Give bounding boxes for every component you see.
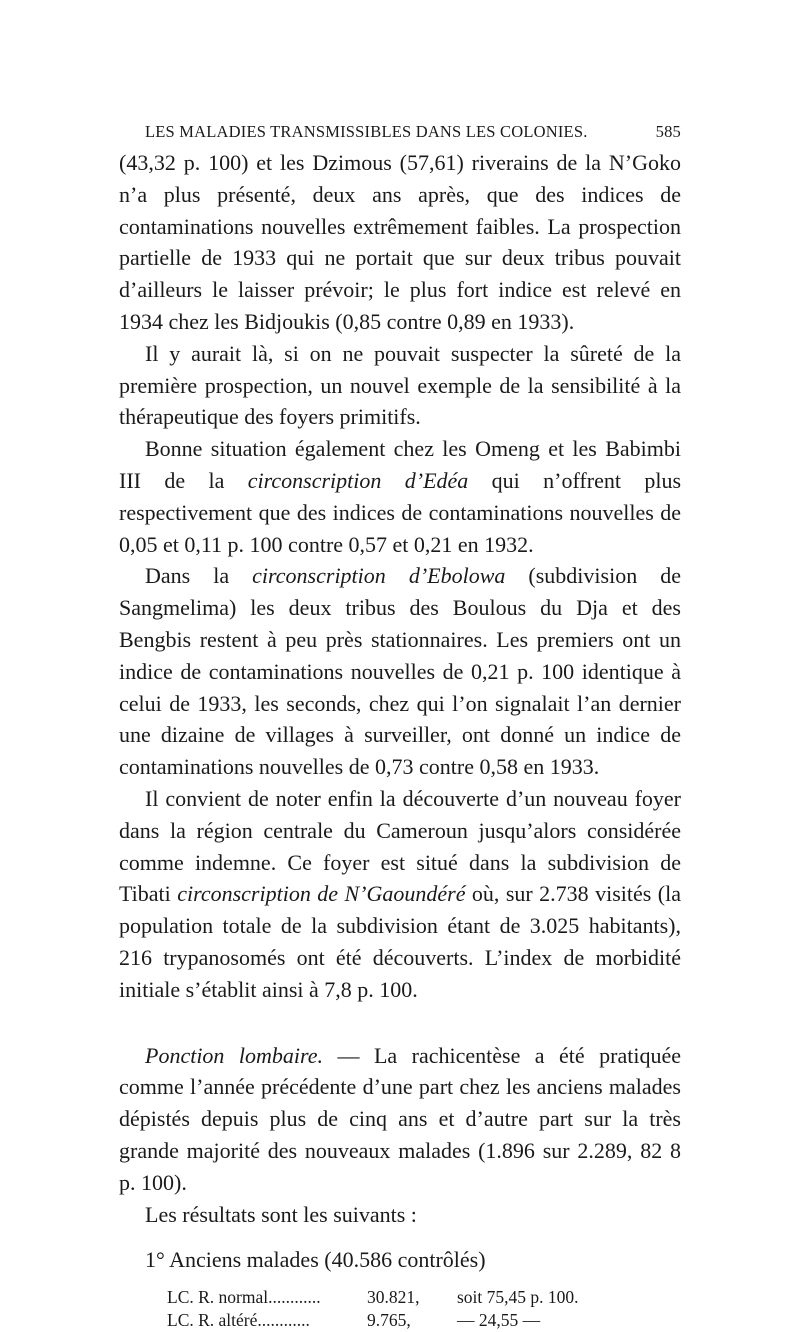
- paragraph-6: [119, 1040, 681, 1199]
- results-row-label: LC. R. altéré............: [167, 1310, 310, 1331]
- paragraph-3: [119, 433, 681, 560]
- paragraph-6-text: — La rachicentèse a été pratiquée comme l’année précédente d’une part chez les anciens malades dépistés depuis plus de cinq ans et d’autre part sur la très grande majorité des nouveaux malades (1.896 sur 2.289, 82 8 p. 100).: [119, 1042, 681, 1195]
- paragraph-3-text-a: Bonne situation également chez les Omeng et les Babimbi III de la: [119, 436, 681, 493]
- section-title-ponction: Ponction lombaire.: [145, 1042, 324, 1068]
- results-row-label: LC. R. normal............: [167, 1287, 321, 1308]
- results-row-percent: soit 75,45 p. 100.: [457, 1287, 579, 1308]
- results-heading: 1° Anciens malades (40.586 contrôlés): [145, 1247, 486, 1273]
- paragraph-7: Les résultats sont les suivants :: [145, 1201, 417, 1227]
- results-row-value: 30.821,: [367, 1287, 420, 1308]
- paragraph-1: (43,32 p. 100) et les Dzimous (57,61) riverains de la N’Goko n’a plus présenté, deux ans après, que des indices de contaminations nouvelles extrêmement faibles. La prospection partielle de 1933 qui ne portait que sur deux tribus pouvait d’ailleurs le laisser prévoir; le plus fort indice est relevé en 1934 chez les Bidjoukis (0,85 contre 0,89 en 1933).: [119, 150, 681, 334]
- paragraph-4: [119, 560, 681, 783]
- paragraph-3-italic: circonscription d’Edéa: [247, 467, 469, 493]
- results-row: [167, 1309, 681, 1332]
- running-head: [119, 117, 681, 147]
- paragraph-5-italic: circonscription de N’Gaoundéré: [177, 881, 466, 907]
- paragraph-2: Il y aurait là, si on ne pouvait suspecter la sûreté de la première prospection, un nouvel exemple de la sensibilité à la thérapeutique des foyers primitifs.: [119, 340, 681, 430]
- paragraph-3-text-b: qui n’offrent plus respectivement que des indices de contaminations nouvelles de 0,05 et 0,11 p. 100 contre 0,57 et 0,21 en 1932.: [119, 467, 682, 557]
- paragraph-5-text-a: Il convient de noter enfin la découverte d’un nouveau foyer dans la région centrale du Cameroun jusqu’alors considérée comme indemne. Ce foyer est situé dans la subdivision de Tibati: [119, 785, 681, 907]
- results-row-percent: — 24,55 —: [457, 1310, 541, 1331]
- results-row-value: 9.765,: [367, 1310, 411, 1331]
- results-row: [167, 1286, 681, 1309]
- paragraph-4-text-a: Dans la: [145, 563, 253, 589]
- paragraph-4-italic: circonscription d’Ebolowa: [252, 563, 506, 589]
- book-page: [119, 117, 681, 1332]
- page-number: 585: [655, 122, 681, 141]
- running-title: LES MALADIES TRANSMISSIBLES DANS LES COLONIES.: [145, 122, 588, 141]
- results-table: [119, 1286, 681, 1332]
- paragraph-4-text-b: (subdivision de Sangmelima) les deux tribus des Boulous du Dja et des Bengbis restent à peu près stationnaires. Les premiers ont un indice de contaminations nouvelles de 0,21 p. 100 identique à celui de 1933, les seconds, chez qui l’on signalait l’an dernier une dizaine de villages à surveiller, ont donné un indice de contaminations nouvelles de 0,73 contre 0,58 en 1933.: [119, 563, 681, 780]
- paragraph-5: [119, 783, 681, 1006]
- paragraph-5-text-b: où, sur 2.738 visités (la population totale de la subdivision étant de 3.025 habitants), 216 trypanosomés ont été découverts. L’index de morbidité initiale s’établit ainsi à 7,8 p. 100.: [119, 881, 681, 1002]
